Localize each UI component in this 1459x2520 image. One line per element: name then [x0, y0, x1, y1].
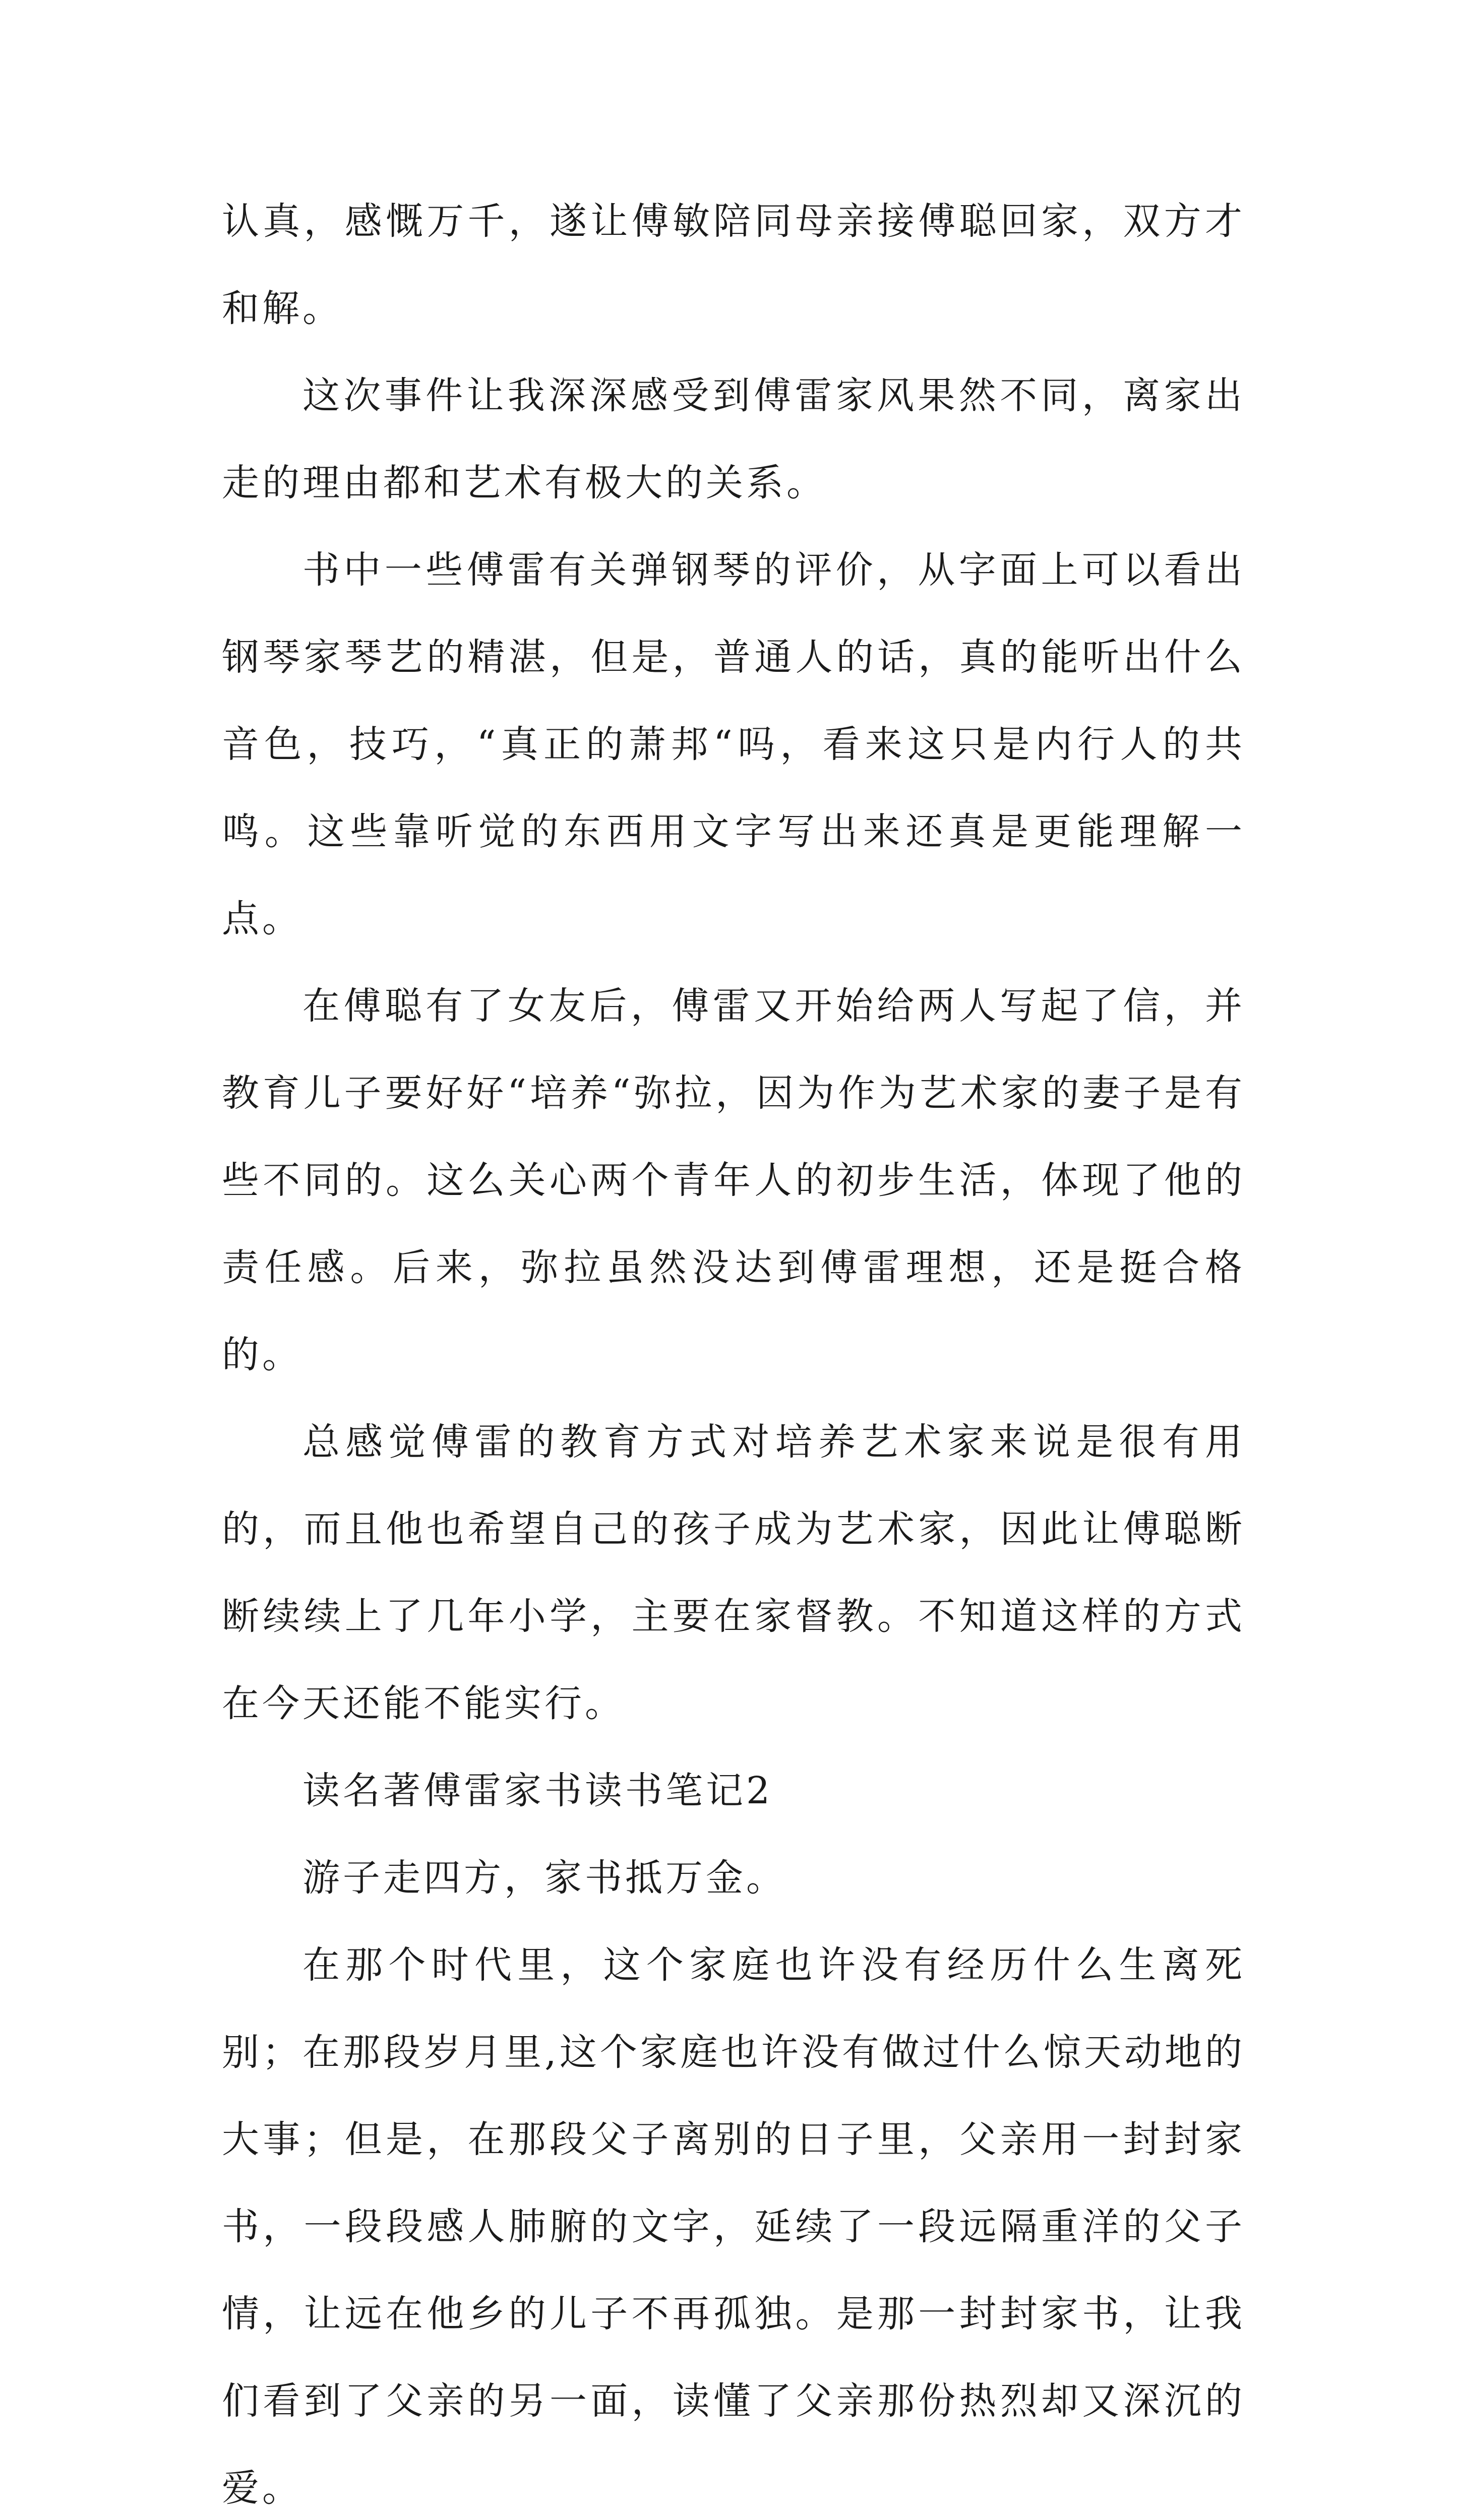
paragraph-education-method: 总感觉傅雷的教育方式对培养艺术家来说是很有用的，而且他也希望自己的孩子成为艺术家，因此让傅聪断断续续上了几年小学，主要在家督教。不知道这样的方式在今天还能不能实行。 — [222, 1420, 1245, 1725]
paragraph-family-style: 这次事件让我深深感受到傅雷家风果然不同，离家出走的理由都和艺术有极大的关系。 — [222, 374, 1245, 505]
paragraph-girlfriend-letters: 在傅聪有了女友后，傅雷又开始给两人写起了信，并教育儿子要好好“培养“弥拉，因为作为艺术家的妻子是有些不同的。这么关心两个青年人的初步生活，体现了他的责任感。后来，弥拉虽然没达到傅雷理想，还是挺合格的。 — [222, 984, 1245, 1376]
document-body — [222, 178, 1245, 2520]
paragraph-proverb: 游子走四方，家书抵万金。 — [302, 1856, 786, 1900]
paragraph-piano-comments: 书中一些傅雷有关弹钢琴的评价，从字面上可以看出钢琴家琴艺的精湛，但是，普通人的话，真的能听出什么音色，技巧，“真正的萧邦“吗，看来这只是内行人的共鸣。这些靠听觉的东西用文字写出来还真是更能理解一点。 — [222, 548, 1245, 940]
paragraph-continuation: 认真，感慨万千，遂让傅敏陪同母亲接傅聪回家，双方才和解。 — [222, 200, 1245, 330]
paragraph-father-love: 在那个时代里，这个家庭也许没有经历什么生离死别；在那段岁月里,这个家庭也许没有做过什么惊天动地的大事；但是，在那段父子离别的日子里，父亲用一封封家书，一段段感人肺腑的文字，延续了一段远隔重洋的父子情，让远在他乡的儿子不再孤独。是那一封封家书，让我们看到了父亲的另一面，读懂了父亲那份热烈却又深沉的爱。 — [222, 1943, 1245, 2510]
section-heading: 读名著傅雷家书读书笔记2 — [302, 1769, 773, 1812]
